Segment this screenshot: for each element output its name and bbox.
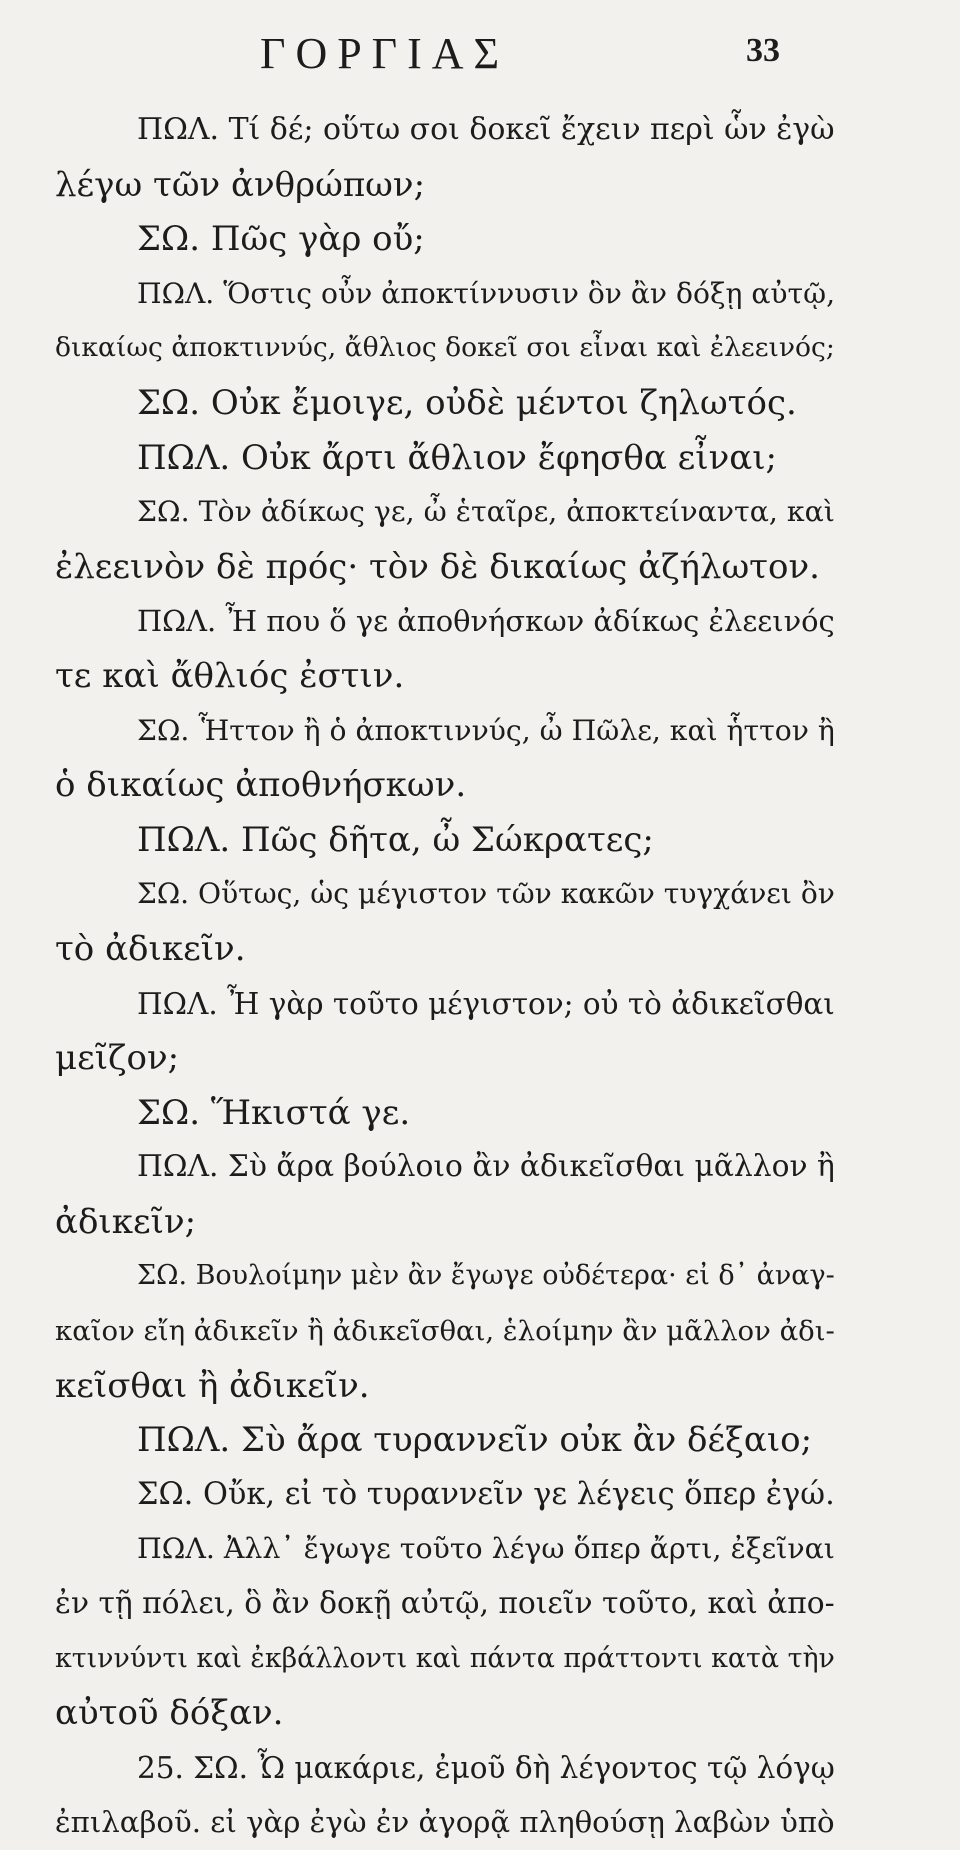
text-line: ΠΩΛ. Ὅστις οὖν ἀποκτίννυσιν ὃν ἂν δόξῃ αὐτῷ,: [137, 276, 835, 310]
text-line: ΠΩΛ. Σὺ ἄρα τυραννεῖν οὐκ ἂν δέξαιο;: [137, 1420, 813, 1461]
text-line: κεῖσθαι ἢ ἀδικεῖν.: [55, 1365, 370, 1406]
text-line: ΠΩΛ. Ἦ που ὅ γε ἀποθνήσκων ἀδίκως ἐλεεινός: [137, 604, 835, 639]
text-line: ἀδικεῖν;: [55, 1201, 197, 1242]
text-line: ὁ δικαίως ἀποθνήσκων.: [55, 765, 467, 806]
text-line: ΣΩ. Ἧττον ἢ ὁ ἀποκτιννύς, ὦ Πῶλε, καὶ ἧττον ἢ: [137, 713, 835, 747]
text-line: ΠΩΛ. Ἀλλ᾽ ἔγωγε τοῦτο λέγω ὅπερ ἄρτι, ἐξεῖναι: [137, 1532, 835, 1566]
text-line: μεῖζον;: [55, 1038, 180, 1079]
text-line: ΣΩ. Οὐκ ἔμοιγε, οὐδὲ μέντοι ζηλωτός.: [137, 382, 797, 423]
text-line: ΠΩΛ. Οὐκ ἄρτι ἄθλιον ἔφησθα εἶναι;: [137, 437, 777, 478]
text-line: ΠΩΛ. Πῶς δῆτα, ὦ Σώκρατες;: [137, 819, 654, 860]
text-line: ἐπιλαβοῦ. εἰ γὰρ ἐγὼ ἐν ἀγορᾷ πληθούσῃ λαβὼν ὑπὸ: [55, 1805, 835, 1840]
text-line: ΣΩ. Πῶς γὰρ οὔ;: [137, 219, 425, 260]
text-line: τὸ ἀδικεῖν.: [55, 928, 246, 969]
text-line: ΣΩ. Οὕτως, ὡς μέγιστον τῶν κακῶν τυγχάνει ὂν: [137, 877, 835, 911]
text-line: ΠΩΛ. Σὺ ἄρα βούλοιο ἂν ἀδικεῖσθαι μᾶλλον ἢ: [137, 1149, 835, 1185]
dialogue-text: [55, 103, 835, 1850]
text-line: καῖον εἴη ἀδικεῖν ἢ ἀδικεῖσθαι, ἑλοίμην ἂν μᾶλλον ἀδι-: [55, 1315, 835, 1348]
page-number: 33: [746, 32, 780, 69]
text-line: ΠΩΛ. Ἦ γὰρ τοῦτο μέγιστον; οὐ τὸ ἀδικεῖσθαι: [137, 986, 835, 1021]
running-title: ΓΟΡΓΙΑΣ: [260, 29, 510, 78]
text-line: αὐτοῦ δόξαν.: [55, 1693, 284, 1734]
text-line: ΣΩ. Τὸν ἀδίκως γε, ὦ ἑταῖρε, ἀποκτείναντα, καὶ: [137, 495, 835, 529]
text-line: ΣΩ. Ἥκιστά γε.: [137, 1092, 411, 1133]
text-line: 25. ΣΩ. Ὦ μακάριε, ἐμοῦ δὴ λέγοντος τῷ λόγῳ: [137, 1750, 835, 1785]
text-line: λέγω τῶν ἀνθρώπων;: [55, 164, 426, 205]
text-line: ΠΩΛ. Τί δέ; οὕτω σοι δοκεῖ ἔχειν περὶ ὧν ἐγὼ: [137, 112, 835, 147]
text-line: δικαίως ἀποκτιννύς, ἄθλιος δοκεῖ σοι εἶναι καὶ ἐλεεινός;: [55, 332, 835, 364]
text-line: τε καὶ ἄθλιός ἐστιν.: [55, 655, 405, 696]
text-line: ΣΩ. Βουλοίμην μὲν ἂν ἔγωγε οὐδέτερα· εἰ δ᾽ ἀναγ-: [137, 1260, 835, 1292]
text-line: κτιννύντι καὶ ἐκβάλλοντι καὶ πάντα πράττοντι κατὰ τὴν: [55, 1642, 835, 1674]
text-line: ἐλεεινὸν δὲ πρός· τὸν δὲ δικαίως ἀζήλωτον.: [55, 546, 820, 587]
text-line: ἐν τῇ πόλει, ὃ ἂν δοκῇ αὐτῷ, ποιεῖν τοῦτο, καὶ ἀπο-: [55, 1586, 835, 1622]
page-header: [0, 28, 960, 88]
text-line: ΣΩ. Οὔκ, εἰ τὸ τυραννεῖν γε λέγεις ὅπερ ἐγώ.: [137, 1476, 835, 1512]
